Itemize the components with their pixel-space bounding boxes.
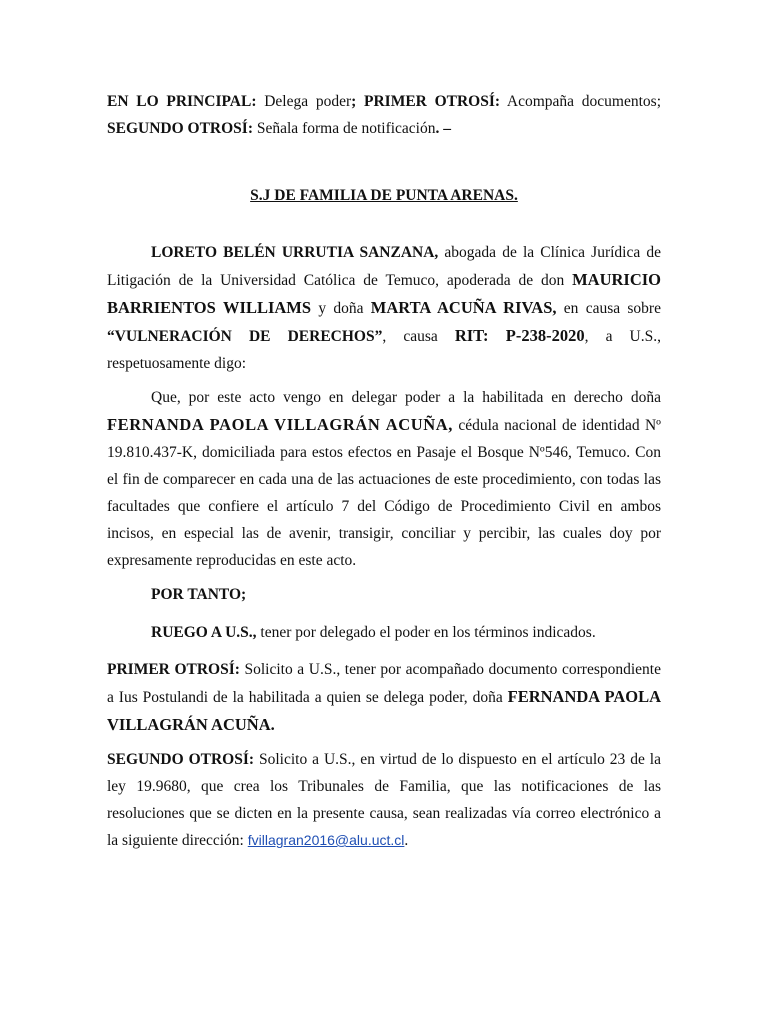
segundo-otrosi-text: Solicito a U.S., en virtud de lo dispuesto en el artículo 23 de la ley 19.9680, que crea los Tribunales de Familia, que las notificaciones de las resoluciones que se dicten en la presente causa, sean realizadas vía correo electrónico a la siguiente dirección: xyxy=(107,751,661,849)
rit-number: RIT: P-238-2020 xyxy=(454,326,585,345)
lawyer-name: LORETO BELÉN URRUTIA SANZANA, xyxy=(151,244,439,261)
header-summary xyxy=(107,88,661,142)
primer-otrosi-name: FERNANDA PAOLA VILLAGRÁN ACUÑA. xyxy=(107,687,661,734)
principal-text: Delega poder xyxy=(256,93,352,110)
primer-otrosi-paragraph xyxy=(107,656,661,739)
header-end: . – xyxy=(435,120,451,137)
court-title: S.J DE FAMILIA DE PUNTA ARENAS. xyxy=(250,187,518,204)
delegation-paragraph xyxy=(107,384,661,574)
client-1-name: MAURICIO BARRIENTOS WILLIAMS xyxy=(107,270,661,317)
por-tanto: POR TANTO; xyxy=(151,586,247,603)
segundo-otrosi-header-text: Señala forma de notificación xyxy=(253,120,436,137)
intro-paragraph xyxy=(107,239,661,377)
intro-text-1: abogada de la Clínica Jurídica de Litigación de la Universidad Católica de Temuco, apoderada de don xyxy=(107,244,662,289)
header-separator: ; xyxy=(351,93,357,110)
ruego-paragraph xyxy=(107,619,661,646)
primer-otrosi-header-text: Acompaña documentos; xyxy=(500,93,661,110)
ruego-label: RUEGO A U.S., xyxy=(151,624,257,641)
segundo-otrosi-header-label: SEGUNDO OTROSÍ: xyxy=(107,120,253,137)
ruego-text: tener por delegado el poder en los términos indicados. xyxy=(256,624,596,641)
delegation-text-1: Que, por este acto vengo en delegar poder a la habilitada en derecho doña xyxy=(151,389,661,406)
intro-text-4: , causa xyxy=(382,328,455,345)
intro-text-2: y doña xyxy=(311,300,371,317)
delegation-text-2: cédula nacional de identidad Nº 19.810.437-K, domiciliada para estos efectos en Pasaje el Bosque Nº546, Temuco. Con el fin de comparecer en cada una de las actuaciones de este procedimiento, con todas las facultades que confiere el artículo 7 del Código de Procedimiento Civil en ambos incisos, en especial las de avenir, transigir, conciliar y percibir, las cuales doy por expresamente reproducidas en este acto. xyxy=(107,417,661,569)
matter: “VULNERACIÓN DE DERECHOS” xyxy=(107,328,383,345)
segundo-otrosi-end: . xyxy=(404,832,409,849)
primer-otrosi-label: PRIMER OTROSÍ: xyxy=(107,661,240,678)
intro-text-5: , a U.S., respetuosamente digo: xyxy=(107,328,661,372)
segundo-otrosi-paragraph xyxy=(107,746,661,854)
principal-label: EN LO PRINCIPAL: xyxy=(107,93,257,110)
primer-otrosi-header-label: PRIMER OTROSÍ: xyxy=(356,93,501,110)
delegate-name: FERNANDA PAOLA VILLAGRÁN ACUÑA, xyxy=(107,415,454,434)
segundo-otrosi-label: SEGUNDO OTROSÍ: xyxy=(107,751,255,768)
email-link[interactable]: fvillagran2016@alu.uct.cl xyxy=(247,832,405,848)
intro-text-3: en causa sobre xyxy=(556,300,661,317)
client-2-name: MARTA ACUÑA RIVAS, xyxy=(370,298,557,317)
primer-otrosi-text: Solicito a U.S., tener por acompañado documento correspondiente a Ius Postulandi de la habilitada a quien se delega poder, doña xyxy=(107,661,661,706)
